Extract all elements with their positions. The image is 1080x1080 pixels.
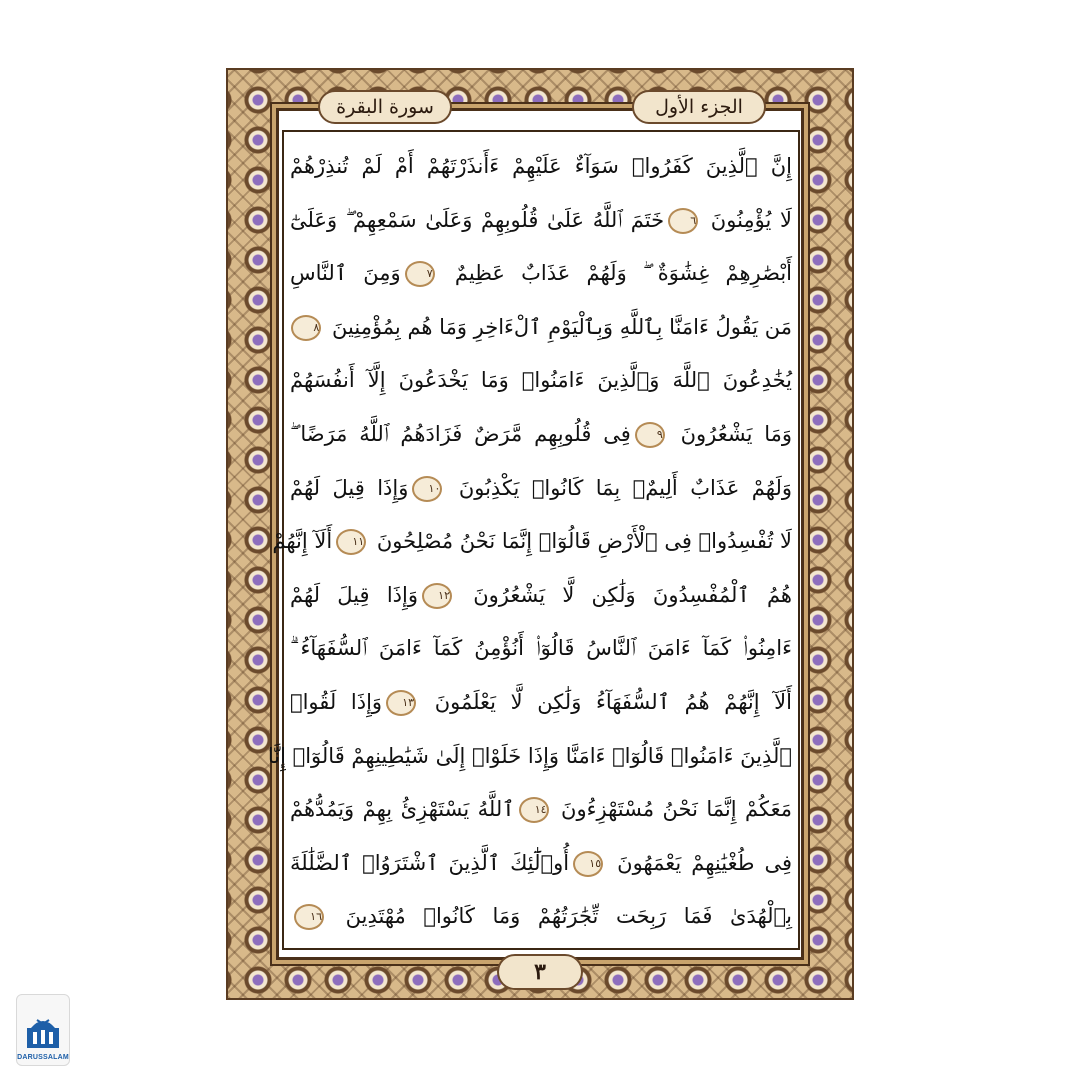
surah-label: سورة البقرة bbox=[318, 90, 452, 124]
verse-text: أُو۟لَٰٓئِكَ ٱلَّذِينَ ٱشْتَرَوُا۟ ٱلضَّلَٰلَةَ bbox=[290, 850, 570, 875]
verse-line bbox=[290, 354, 792, 408]
verse-line bbox=[290, 622, 792, 676]
logo-wordmark: DARUSSALAM bbox=[17, 1054, 69, 1061]
verse-line bbox=[290, 408, 792, 462]
verse-text: فِى قُلُوبِهِم مَّرَضٌ فَزَادَهُمُ ٱللَّهُ مَرَضًا ۖ bbox=[290, 421, 631, 446]
verse-text: خَتَمَ ٱللَّهُ عَلَىٰ قُلُوبِهِمْ وَعَلَىٰ سَمْعِهِمْ ۖ وَعَلَىٰٓ bbox=[290, 207, 665, 232]
verse-line bbox=[290, 890, 792, 944]
verse-text: ٱللَّهُ يَسْتَهْزِئُ بِهِمْ وَيَمُدُّهُمْ bbox=[290, 797, 515, 822]
ayah-number-marker: ١١ bbox=[336, 529, 366, 555]
verse-line bbox=[290, 837, 792, 891]
verse-text: أَبْصَٰرِهِمْ غِشَٰوَةٌ ۖ وَلَهُمْ عَذَابٌ عَظِيمٌ bbox=[454, 261, 792, 286]
verse-text: وَإِذَا لَقُوا۟ bbox=[290, 689, 383, 714]
verse-line bbox=[290, 194, 792, 248]
juz-label: الجزء الأول bbox=[632, 90, 766, 124]
ayah-number-marker: ١٣ bbox=[386, 690, 416, 716]
verse-text: وَإِذَا قِيلَ لَهُمْ bbox=[290, 582, 418, 607]
verse-text: مَعَكُمْ إِنَّمَا نَحْنُ مُسْتَهْزِءُونَ bbox=[561, 797, 792, 822]
publisher-logo bbox=[16, 994, 70, 1066]
verse-text: أَلَآ إِنَّهُمْ bbox=[272, 529, 333, 554]
verse-text: أَلَآ إِنَّهُمْ هُمُ ٱلسُّفَهَآءُ وَلَٰكِن لَّا يَعْلَمُونَ bbox=[434, 689, 792, 714]
ayah-number-marker: ٧ bbox=[405, 261, 435, 287]
verse-text: يُخَٰدِعُونَ ٱللَّهَ وَٱلَّذِينَ ءَامَنُوا۟ وَمَا يَخْدَعُونَ إِلَّآ أَنفُسَهُمْ bbox=[290, 368, 792, 393]
verse-line bbox=[290, 247, 792, 301]
ayah-number-marker: ١٦ bbox=[294, 904, 324, 930]
verse-line bbox=[290, 462, 792, 516]
verse-line bbox=[290, 676, 792, 730]
verse-text: مَن يَقُولُ ءَامَنَّا بِٱللَّهِ وَبِٱلْيَوْمِ ٱلْءَاخِرِ وَمَا هُم بِمُؤْمِنِينَ bbox=[332, 314, 792, 339]
verse-line bbox=[272, 515, 792, 569]
verse-text: وَإِذَا قِيلَ لَهُمْ bbox=[290, 475, 409, 500]
verse-text: هُمُ ٱلْمُفْسِدُونَ وَلَٰكِن لَّا يَشْعُرُونَ bbox=[473, 582, 792, 607]
verse-line bbox=[290, 569, 792, 623]
verse-text: وَلَهُمْ عَذَابٌ أَلِيمٌۢ بِمَا كَانُوا۟ يَكْذِبُونَ bbox=[458, 475, 792, 500]
ayah-number-marker: ١٤ bbox=[519, 797, 549, 823]
verse-text: إِنَّ ٱلَّذِينَ كَفَرُوا۟ سَوَآءٌ عَلَيْهِمْ ءَأَنذَرْتَهُمْ أَمْ لَمْ تُنذِرْهُمْ bbox=[290, 154, 792, 178]
verse-text: وَمَا يَشْعُرُونَ bbox=[680, 421, 792, 446]
ayah-number-marker: ٨ bbox=[291, 315, 321, 341]
verse-text: ٱلَّذِينَ ءَامَنُوا۟ قَالُوٓا۟ ءَامَنَّا وَإِذَا خَلَوْا۟ إِلَىٰ شَيَٰطِينِهِمْ قَالُوٓا۟ إِنَّا bbox=[267, 743, 792, 768]
verse-line bbox=[267, 730, 792, 784]
verse-text: لَا تُفْسِدُوا۟ فِى ٱلْأَرْضِ قَالُوٓا۟ إِنَّمَا نَحْنُ مُصْلِحُونَ bbox=[376, 529, 792, 554]
ayah-number-marker: ٦ bbox=[668, 208, 698, 234]
verse-line bbox=[290, 301, 792, 355]
verse-text: ءَامِنُوا۟ كَمَآ ءَامَنَ ٱلنَّاسُ قَالُوٓا۟ أَنُؤْمِنُ كَمَآ ءَامَنَ ٱلسُّفَهَآءُ ۗ bbox=[290, 636, 792, 661]
verse-line bbox=[290, 140, 792, 194]
verse-text: فِى طُغْيَٰنِهِمْ يَعْمَهُونَ bbox=[617, 850, 792, 875]
verse-line bbox=[290, 783, 792, 837]
ayah-number-marker: ٩ bbox=[635, 422, 665, 448]
ayah-number-marker: ١٥ bbox=[573, 851, 603, 877]
ayah-number-marker: ١٢ bbox=[422, 583, 452, 609]
ayah-number-marker: ١٠ bbox=[412, 476, 442, 502]
verse-text: لَا يُؤْمِنُونَ bbox=[710, 207, 792, 232]
darussalam-logo-icon bbox=[25, 1010, 61, 1050]
verse-area bbox=[267, 130, 800, 950]
verse-text: بِٱلْهُدَىٰ فَمَا رَبِحَت تِّجَٰرَتُهُمْ وَمَا كَانُوا۟ مُهْتَدِينَ bbox=[345, 904, 792, 929]
page-number: ٣ bbox=[497, 954, 583, 990]
verse-text: وَمِنَ ٱلنَّاسِ bbox=[290, 261, 401, 286]
